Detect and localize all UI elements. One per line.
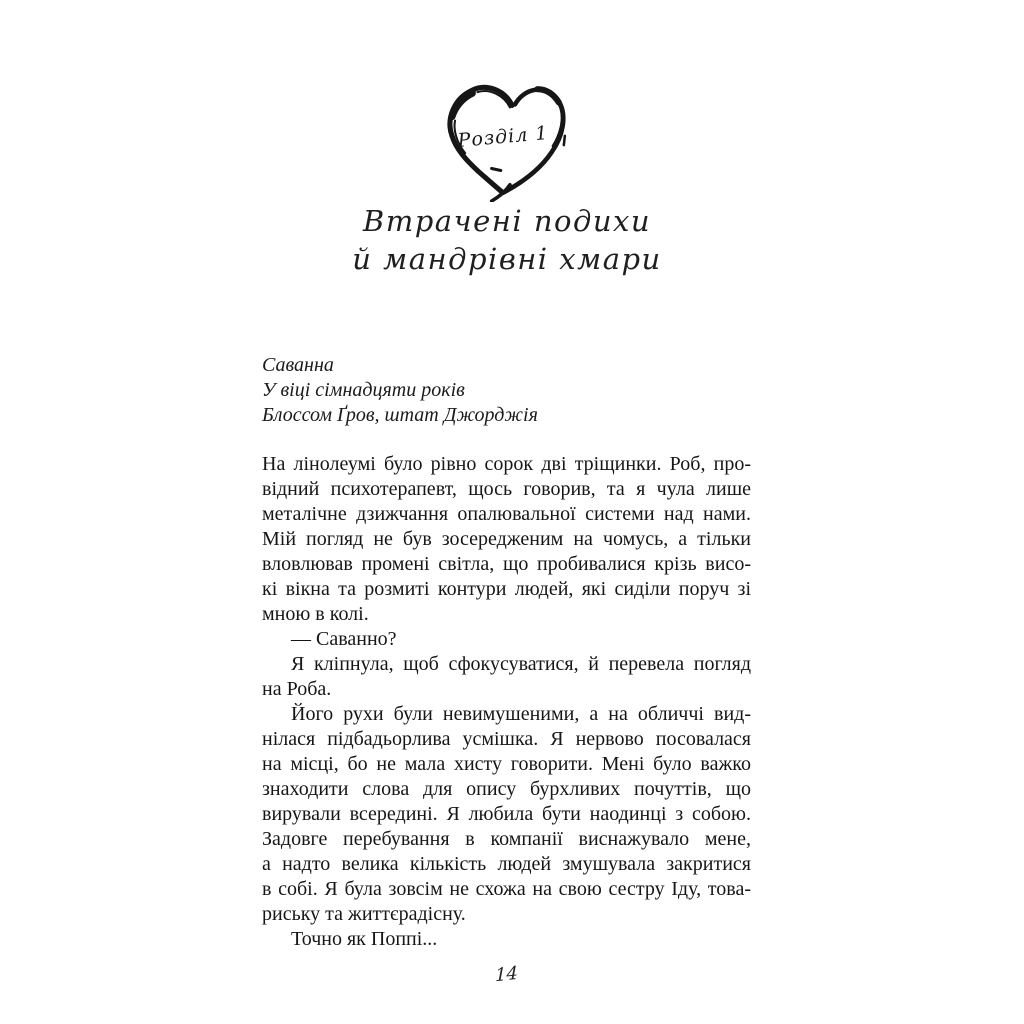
body-line: На лінолеумі було рівно сорок дві тріщинки. Роб, про- — [262, 453, 751, 475]
body-line: знаходити слова для опису бурхливих почуттів, що — [262, 778, 751, 800]
body-line: кі вікна та розмиті контури людей, які сиділи поруч зі — [262, 578, 751, 600]
body-line: на Роба. — [262, 678, 332, 700]
body-line: мною в колі. — [262, 603, 369, 625]
body-line: металічне дзижчання опалювальної системи над нами. — [262, 503, 751, 525]
body-line: вирували всередині. Я любила бути наодинці з собою. — [262, 803, 751, 825]
body-line: риську та життєрадісну. — [262, 903, 466, 925]
body-line: Його рухи були невимушеними, а на обличчі вид- — [291, 703, 751, 725]
body-line: на місці, бо не мала хисту говорити. Мені було важко — [262, 753, 751, 775]
body-line: в собі. Я була зовсім не схожа на свою сестру Іду, това- — [262, 878, 751, 900]
chapter-title-line: й мандрівні хмари — [352, 242, 662, 276]
body-line: — Саванно? — [291, 628, 397, 650]
body-line: Я кліпнула, щоб сфокусуватися, й перевела погляд — [291, 653, 751, 675]
scene-context-block — [262, 353, 751, 428]
body-line: вловлював промені світла, що пробивалися крізь висо- — [262, 553, 751, 575]
page-number — [262, 964, 751, 985]
body-line: Точно як Поппі... — [291, 928, 438, 950]
body-line: нілася підбадьорлива усмішка. Я нервово посовалася — [262, 728, 751, 750]
chapter-title — [232, 202, 782, 278]
body-line: Задовге перебування в компанії виснажувало мене, — [262, 828, 751, 850]
chapter-number-label: Розділ 1 — [456, 122, 550, 152]
body-line: а надто велика кількість людей змушувала закритися — [262, 853, 751, 875]
body-line: Мій погляд не був зосередженим на чомусь, а тільки — [262, 528, 751, 550]
chapter-title-line: Втрачені подихи — [362, 204, 652, 238]
body-line: відний психотерапевт, щось говорив, та я чула лише — [262, 478, 751, 500]
context-line: Саванна — [262, 354, 334, 376]
body-text — [262, 452, 751, 952]
page-number-value: 14 — [495, 962, 518, 987]
context-line: Блоссом Ґров, штат Джорджія — [262, 404, 538, 426]
context-line: У віці сімнадцяти років — [262, 379, 465, 401]
